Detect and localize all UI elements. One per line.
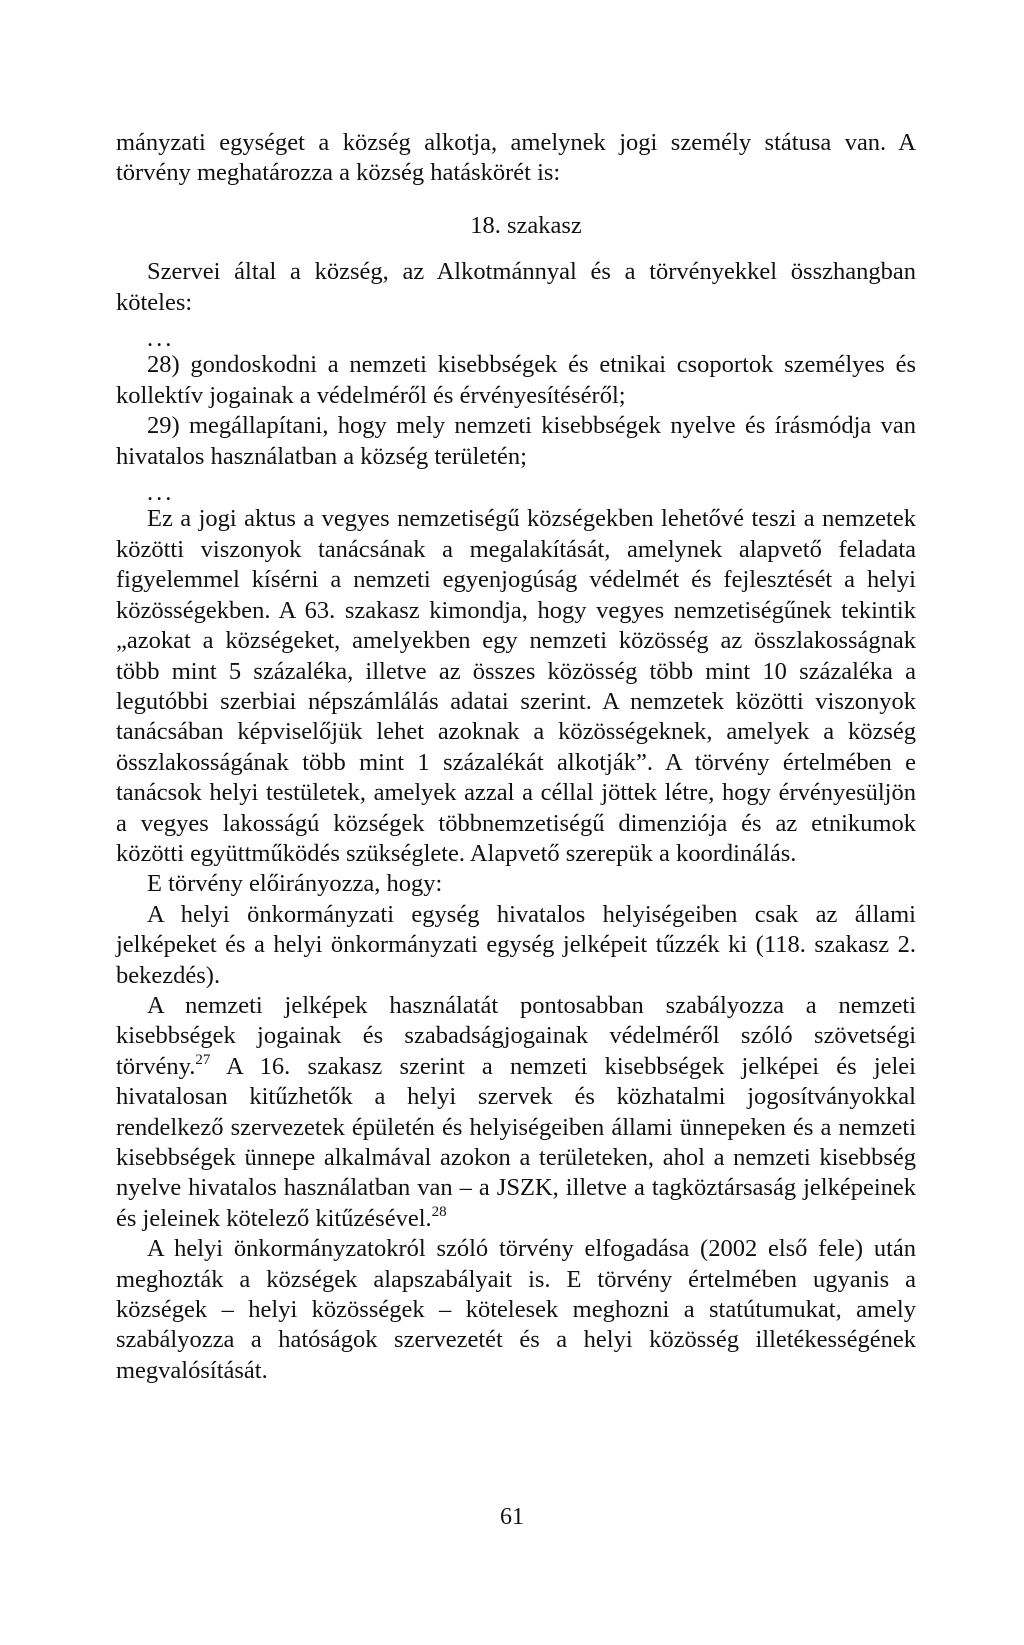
national-symbols-paragraph <box>116 991 916 1234</box>
footnote-ref-28: 28 <box>431 1203 447 1220</box>
page-number: 61 <box>500 1504 524 1530</box>
national-symbols-text-cont: A 16. szakasz szerint a nemzeti kisebbségek jelképei és jelei hivatalosan kitűzhetők a helyi szervek és közhatalmi jogosítványokkal rendelkező szervezetek épületén és helyiségeiben állami ünnepeken és a nemzeti kisebbségek ünnepe alkalmával azokon a területeken, ahol a nemzeti kisebbség nyelve hivatalos használatban van – a JSZK, illetve a tagköztársaság jelképeinek és jeleinek kötelező kitűzésével. <box>116 1052 916 1232</box>
section-lead-paragraph: Szervei által a község, az Alkotmánnyal és a törvényekkel összhangban köteles: <box>116 258 916 316</box>
list-item-29: 29) megállapítani, hogy mely nemzeti kisebbségek nyelve és írásmódja van hivatalos használatban a község területén; <box>116 412 916 470</box>
omission-ellipsis: ... <box>147 325 175 353</box>
intro-paragraph: mányzati egységet a község alkotja, amelynek jogi személy státusa van. A törvény meghatározza a község hatáskörét is: <box>116 129 916 187</box>
statutes-paragraph: A helyi önkormányzatokról szóló törvény elfogadása (2002 első fele) után meghozták a községek alapszabályait is. E törvény értelmében ugyanis a községek – helyi közösségek – kötelesek meghozni a statútumukat, amely szabályozza a hatóságok szervezetét és a helyi közösség illetékességének megvalósítását. <box>116 1235 916 1384</box>
omission-ellipsis: ... <box>147 479 175 507</box>
list-item-28: 28) gondoskodni a nemzeti kisebbségek és etnikai csoportok személyes és kollektív jogainak a védelméről és érvényesítéséről; <box>116 351 916 409</box>
councils-paragraph: Ez a jogi aktus a vegyes nemzetiségű községekben lehetővé teszi a nemzetek közötti viszonyok tanácsának a megalakítását, amelynek alapvető feladata figyelemmel kísérni a nemzeti egyenjogúság védelmét és fejlesztését a helyi közösségekben. A 63. szakasz kimondja, hogy vegyes nemzetiségűnek tekintik „azokat a községeket, amelyekben egy nemzeti közösség az összlakosságnak több mint 5 százaléka, illetve az összes közösség több mint 10 százaléka a legutóbbi szerbiai népszámlálás adatai szerint. A nemzetek közötti viszonyok tanácsában képviselőjük lehet azoknak a közösségeknek, amelyek a község összlakosságának több mint 1 százalékát alkotják”. A törvény értelmében e tanácsok helyi testületek, amelyek azzal a céllal jöttek létre, hogy érvényesüljön a vegyes lakosságú községek többnemzetiségű dimenziója és az etnikumok közötti együttműködés szükséglete. Alapvető szerepük a koordinálás. <box>116 505 916 867</box>
document-body <box>116 128 916 1386</box>
section-heading: 18. szakasz <box>470 211 582 239</box>
footnote-ref-27: 27 <box>195 1051 211 1068</box>
symbols-rule-paragraph: A helyi önkormányzati egység hivatalos helyiségeiben csak az állami jelképeket és a helyi önkormányzati egység jelképeit tűzzék ki (118. szakasz 2. bekezdés). <box>116 900 916 989</box>
national-symbols-text: A nemzeti jelképek használatát pontosabban szabályozza a nemzeti kisebbségek jogainak és szabadságjogainak védelméről szóló szövetségi törvény. <box>116 991 916 1080</box>
law-provides-paragraph: E törvény előirányozza, hogy: <box>147 870 443 898</box>
